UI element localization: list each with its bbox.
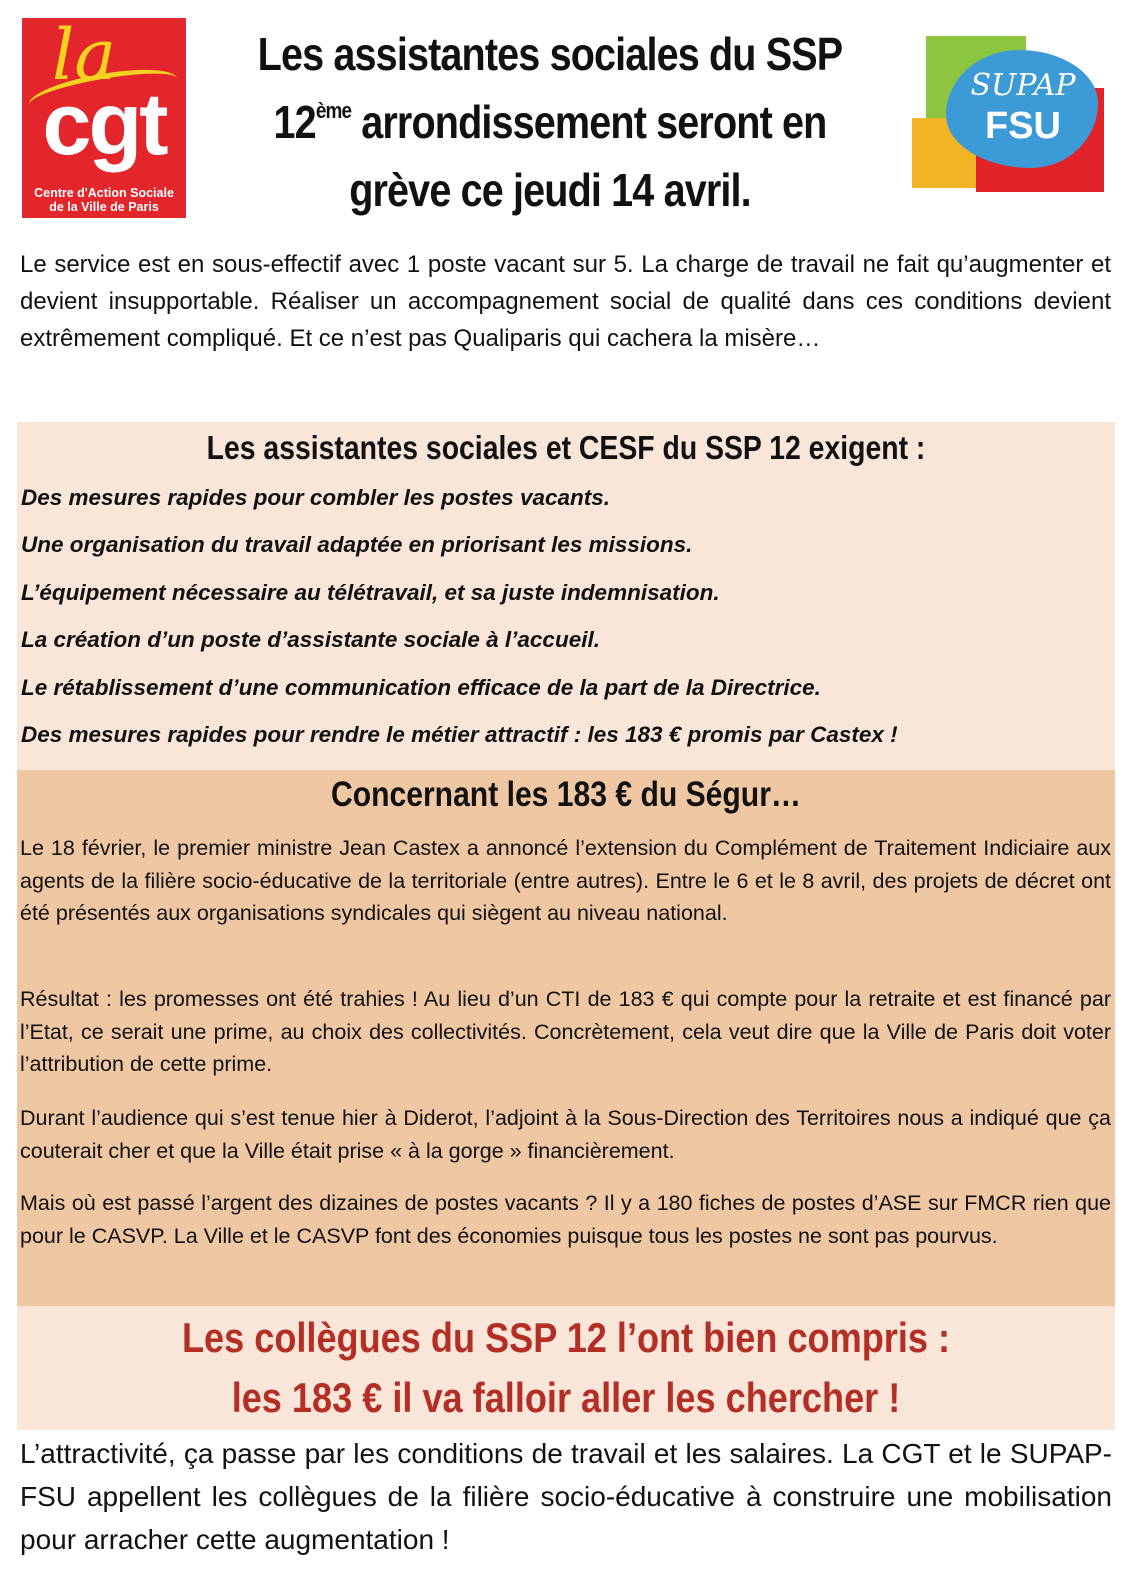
- title-line-2: [249, 88, 851, 156]
- cgt-logo-subtitle: [22, 186, 186, 214]
- outro-paragraph: L’attractivité, ça passe par les conditions de travail et les salaires. La CGT et le SUPAP-FSU appellent les collègues de la filière socio-éducative à construire une mobilisation pour arracher cette augmentation !: [20, 1438, 1112, 1555]
- cgt-logo: [22, 18, 186, 218]
- title-line-2-superscript: ème: [315, 98, 352, 123]
- segur-paragraph: Le 18 février, le premier ministre Jean Castex a annoncé l’extension du Complément de Traitement Indiciaire aux agents de la filière socio-éducative de la territoriale (entre autres). Entre le 6 et le 8 avril, des projets de décret ont été présentés aux organisations syndicales qui siègent au niveau national.: [20, 836, 1111, 925]
- title-line-3: grève ce jeudi 14 avril.: [349, 164, 751, 216]
- cgt-logo-la: la: [52, 18, 117, 96]
- demand-item: Une organisation du travail adaptée en priorisant les missions.: [21, 532, 693, 558]
- demand-item: L’équipement nécessaire au télétravail, et sa juste indemnisation.: [21, 579, 720, 605]
- demand-item: La création d’un poste d’assistante sociale à l’accueil.: [21, 627, 600, 653]
- title-line-2-rest: arrondissement seront en: [351, 96, 827, 148]
- cgt-logo-wordmark: cgt: [42, 74, 166, 173]
- demands-list: [21, 474, 1111, 758]
- segur-section: [17, 770, 1115, 1306]
- segur-paragraph: Durant l’audience qui s’est tenue hier à Diderot, l’adjoint à la Sous-Direction des Territoires nous a indiqué que ça couterait cher et que la Ville était prise « à la gorge » financièrement.: [20, 1106, 1111, 1163]
- title-line-1: Les assistantes sociales du SSP: [257, 28, 843, 80]
- page-title: [249, 20, 851, 224]
- header: [0, 0, 1148, 230]
- segur-paragraph: Résultat : les promesses ont été trahies ! Au lieu d’un CTI de 183 € qui compte pour la retraite et est financé par l’Etat, ce serait une prime, au choix des collectivités. Concrètement, cela veut dire que la Ville de Paris doit voter l’attribution de cette prime.: [20, 987, 1111, 1076]
- demand-item: Des mesures rapides pour combler les postes vacants.: [21, 485, 610, 510]
- call-line-2: les 183 € il va falloir aller les chercher !: [231, 1374, 901, 1421]
- cgt-logo-subtitle-line1: Centre d'Action Sociale: [34, 186, 174, 200]
- demand-item: Des mesures rapides pour rendre le métier attractif : les 183 € promis par Castex !: [21, 721, 898, 747]
- call-line-1: Les collègues du SSP 12 l’ont bien compris :: [181, 1314, 951, 1361]
- supap-logo-text: SUPAP: [970, 68, 1076, 103]
- demand-item: Le rétablissement d’une communication efficace de la part de la Directrice.: [21, 674, 821, 700]
- supap-fsu-logo: [906, 28, 1116, 198]
- fsu-logo-text: FSU: [985, 105, 1061, 147]
- intro-paragraph: Le service est en sous-effectif avec 1 poste vacant sur 5. La charge de travail ne fait qu’augmenter et devient insupportable. Réaliser un accompagnement social de qualité dans ces conditions devient extrêmement compliqué. Et ce n’est pas Qualiparis qui cachera la misère…: [20, 251, 1111, 352]
- segur-paragraph: Mais où est passé l’argent des dizaines de postes vacants ? Il y a 180 fiches de postes d’ASE sur FMCR rien que pour le CASVP. La Ville et le CASVP font des économies puisque tous les postes ne sont pas pourvus.: [20, 1191, 1111, 1248]
- cgt-logo-subtitle-line2: de la Ville de Paris: [49, 200, 159, 214]
- call-to-action-section: [17, 1306, 1115, 1430]
- segur-title: Concernant les 183 € du Ségur…: [330, 775, 802, 814]
- demands-title: Les assistantes sociales et CESF du SSP 12 exigent :: [206, 429, 926, 466]
- title-line-2-number: 12: [273, 96, 316, 148]
- demands-section: [17, 422, 1115, 770]
